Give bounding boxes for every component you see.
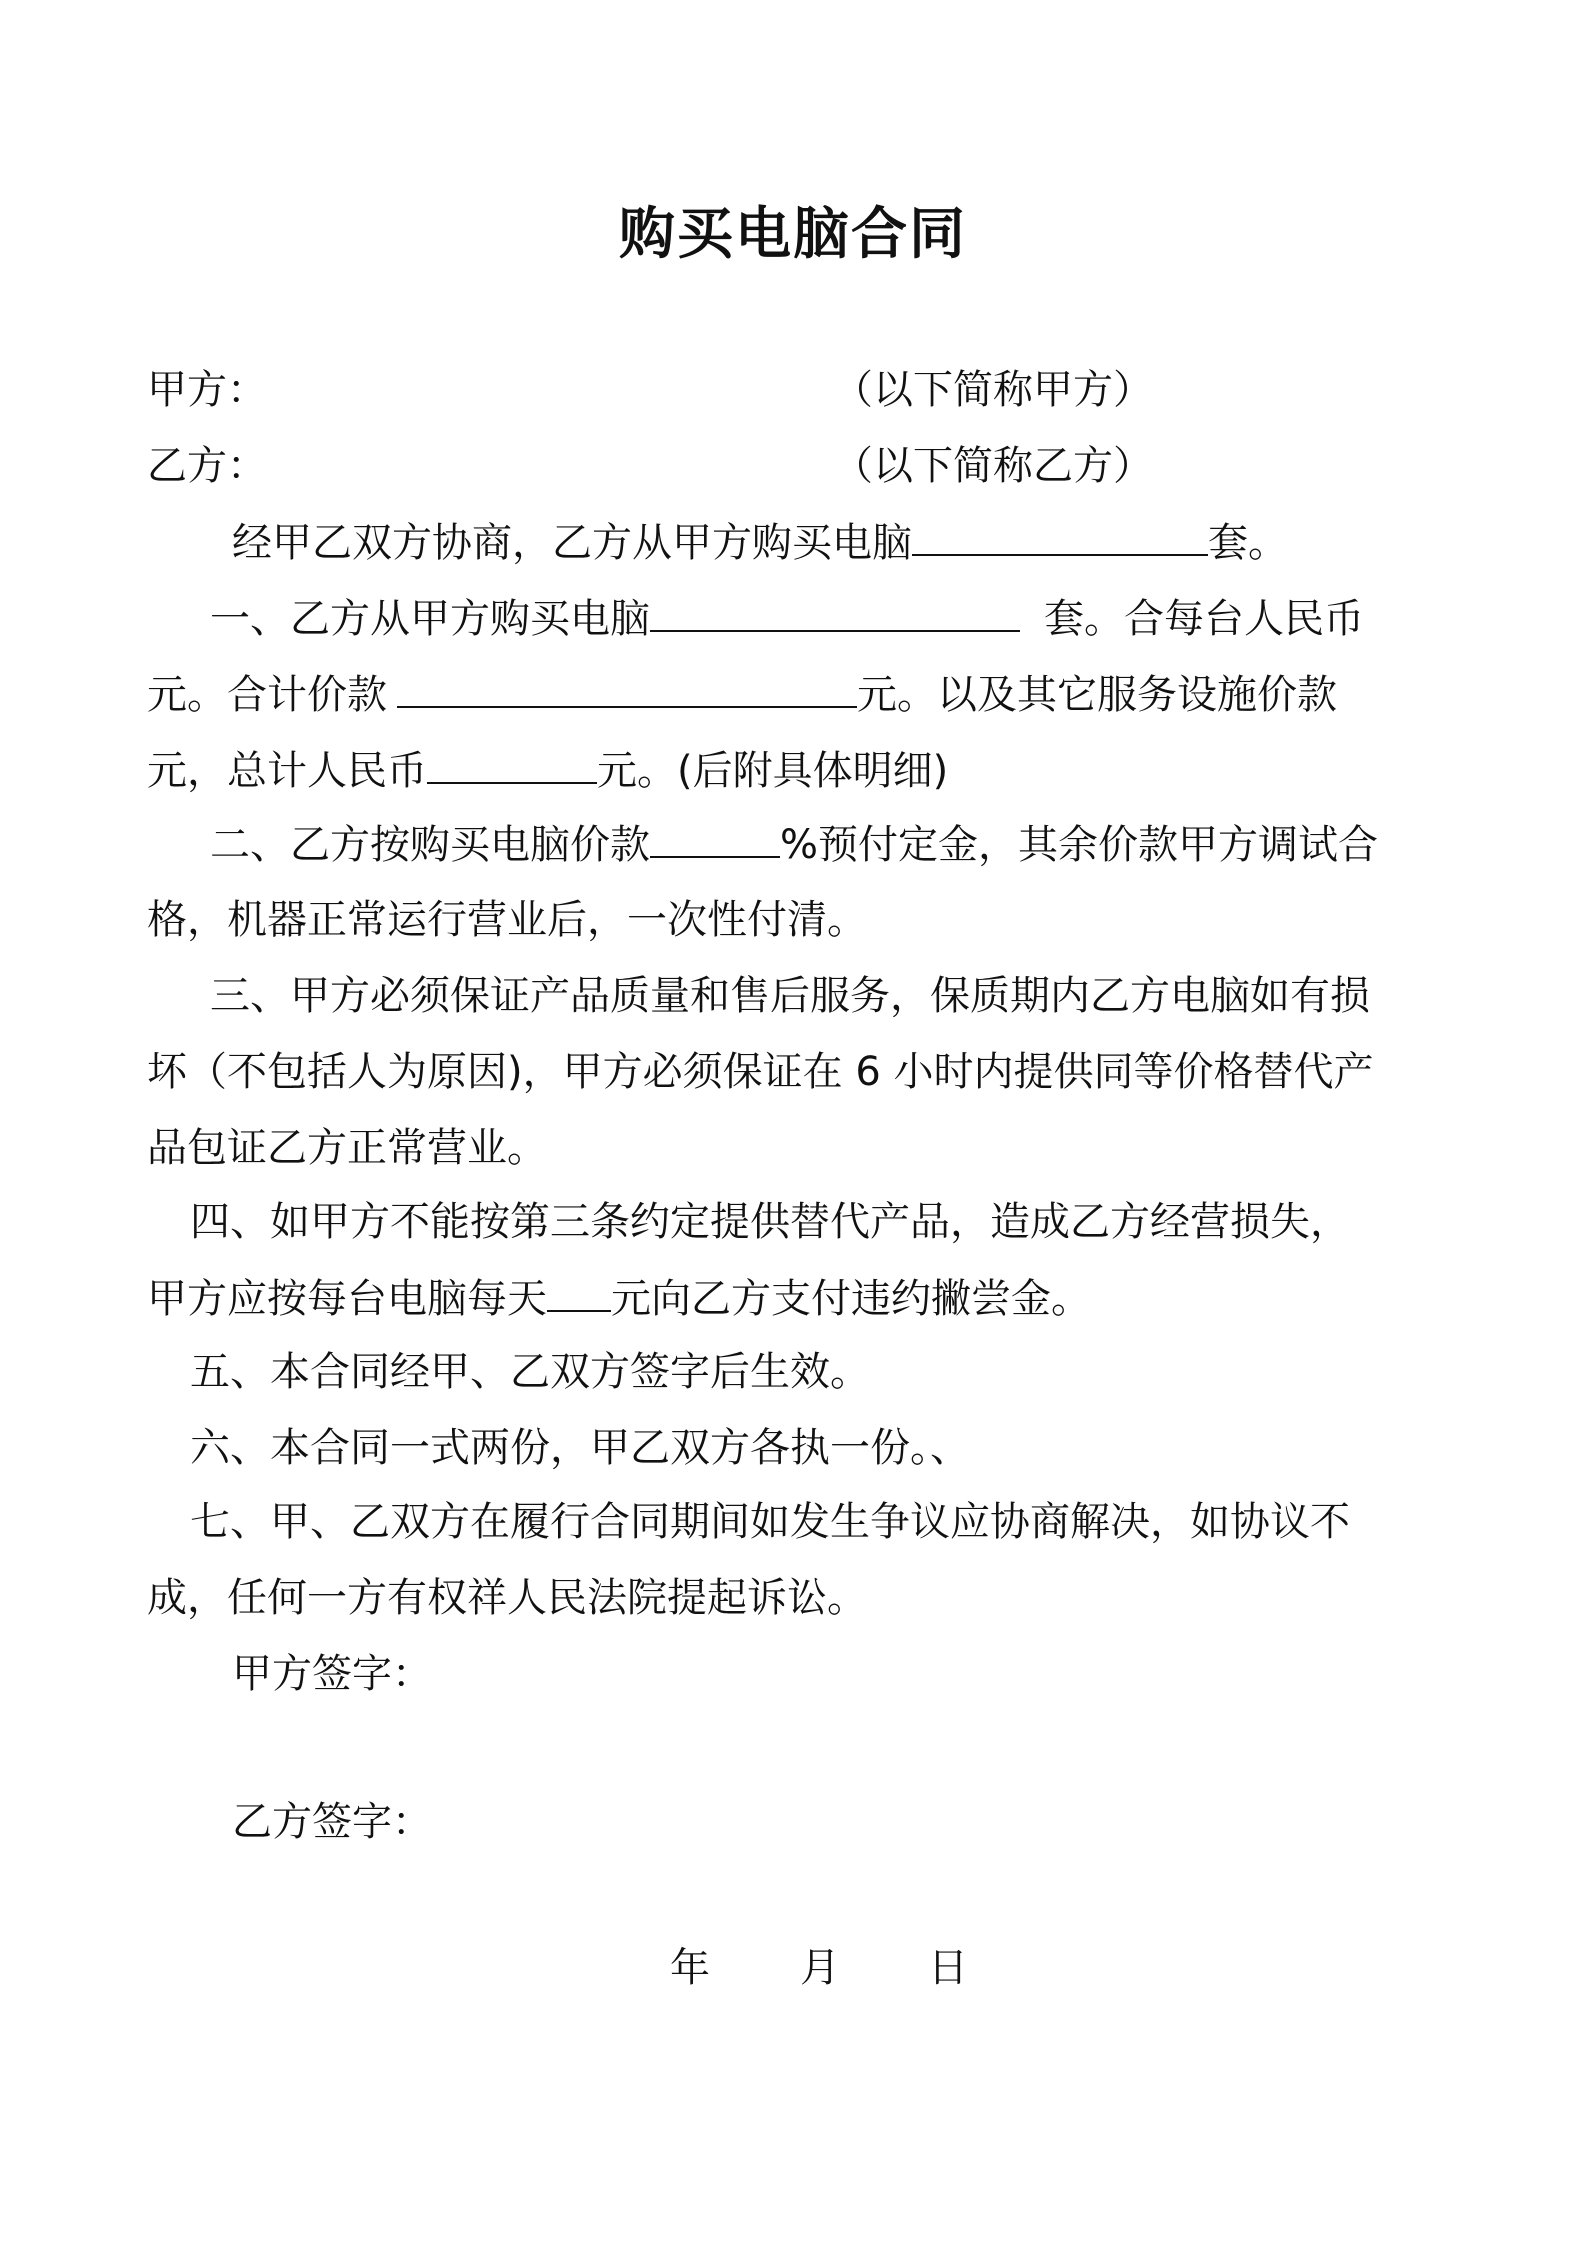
date-line [670,1942,968,1994]
clause4-line1: 四、如甲方不能按第三条约定提供替代产品，造成乙方经营损失， [190,1199,1350,1245]
party-b-line [147,440,267,492]
intro-line [232,516,1288,569]
clause1-text-f: 元。(后附具体明细) [597,748,949,794]
clause2-line1 [210,818,1378,871]
clause4-text-a: 甲方应按每台电脑每天 [147,1276,547,1322]
party-b-signature: 乙方签字： [232,1799,432,1845]
grand-total-blank [427,744,597,784]
date-day: 日 [928,1945,968,1991]
clause1-line2 [147,668,1337,721]
document-title: 购买电脑合同 [619,202,967,267]
clause2-text-a: 二、乙方按购买电脑价款 [210,822,650,868]
clause4-text-b: 元向乙方支付违约撇尝金。 [611,1276,1091,1322]
clause7-line1: 七、甲、乙双方在履行合同期间如发生争议应协商解决，如协议不 [190,1499,1350,1545]
clause3-line1: 三、甲方必须保证产品质量和售后服务，保质期内乙方电脑如有损 [210,973,1370,1019]
clause1-line3 [147,744,948,797]
party-a-tail: （以下简称甲方） [833,367,1153,413]
date-month: 月 [800,1945,840,1991]
clause3-line2: 坏（不包括人为原因)，甲方必须保证在 6 小时内提供同等价格替代产 [147,1049,1374,1095]
clause1-text-a: 一、乙方从甲方购买电脑 [210,596,650,642]
clause1-text-d: 元。以及其它服务设施价款 [857,672,1337,718]
party-b-tail: （以下简称乙方） [833,443,1153,489]
penalty-blank [547,1272,611,1312]
clause7-line2: 成，任何一方有权祥人民法院提起诉讼。 [147,1575,867,1621]
party-b-label: 乙方： [147,443,267,489]
clause5-line: 五、本合同经甲、乙双方签字后生效。 [190,1349,870,1395]
quantity-blank [912,516,1208,556]
clause6-line: 六、本合同一式两份，甲乙双方各执一份。、 [190,1425,970,1471]
party-a-signature: 甲方签字： [232,1651,432,1697]
clause1-quantity-blank [650,592,1020,632]
clause2-line2: 格，机器正常运行营业后，一次性付清。 [147,897,867,943]
party-a-label: 甲方： [147,367,267,413]
clause1-text-c: 元。合计价款 [147,672,387,718]
clause4-line2 [147,1272,1091,1325]
party-a-line [147,364,267,416]
intro-suffix: 套。 [1208,520,1288,566]
clause1-text-b: 套。合每台人民币 [1044,596,1364,642]
clause2-text-b: %预付定金，其余价款甲方调试合 [780,822,1379,868]
deposit-percent-blank [650,818,780,858]
intro-text: 经甲乙双方协商，乙方从甲方购买电脑 [232,520,912,566]
date-year: 年 [670,1945,710,1991]
total-price-blank [397,668,857,708]
clause1-line1 [210,592,1364,645]
clause1-text-e: 元，总计人民币 [147,748,427,794]
clause3-line3: 品包证乙方正常营业。 [147,1125,547,1171]
